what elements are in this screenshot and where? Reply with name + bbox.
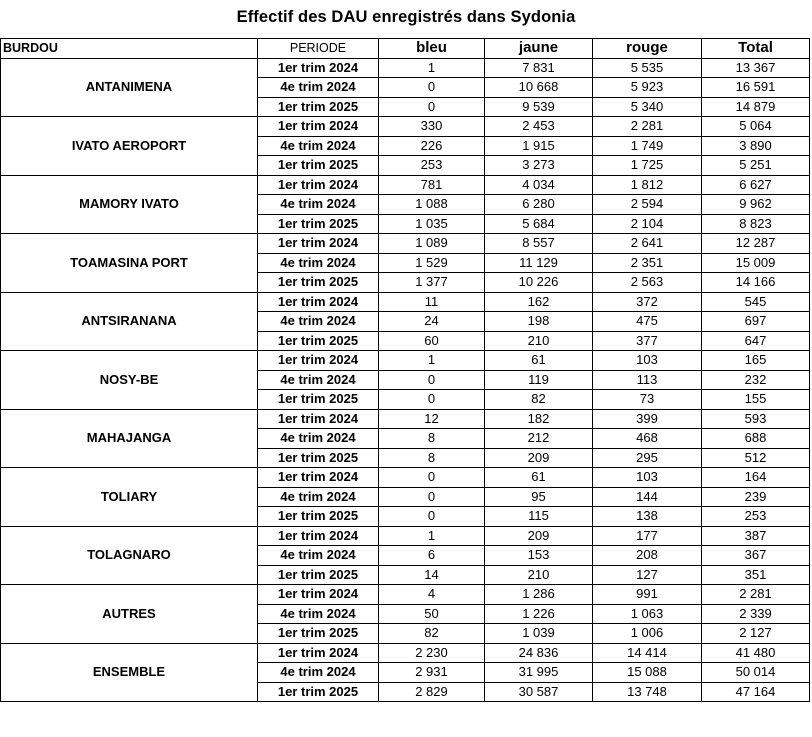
bureau-cell: TOAMASINA PORT [1,234,258,293]
table-row [1,117,810,137]
jaune-cell: 1 286 [485,585,593,605]
jaune-cell: 119 [485,370,593,390]
rouge-cell: 991 [593,585,702,605]
bureau-cell: MAHAJANGA [1,409,258,468]
periode-cell: 1er trim 2024 [258,643,379,663]
rouge-cell: 5 923 [593,78,702,98]
jaune-cell: 6 280 [485,195,593,215]
total-cell: 13 367 [702,58,810,78]
total-cell: 688 [702,429,810,449]
bleu-cell: 8 [379,429,485,449]
bleu-cell: 11 [379,292,485,312]
jaune-cell: 31 995 [485,663,593,683]
rouge-cell: 1 725 [593,156,702,176]
jaune-cell: 4 034 [485,175,593,195]
bureau-cell: TOLIARY [1,468,258,527]
total-cell: 545 [702,292,810,312]
rouge-cell: 177 [593,526,702,546]
jaune-cell: 210 [485,565,593,585]
rouge-cell: 208 [593,546,702,566]
jaune-cell: 210 [485,331,593,351]
bleu-cell: 781 [379,175,485,195]
rouge-cell: 2 563 [593,273,702,293]
total-cell: 2 339 [702,604,810,624]
jaune-cell: 9 539 [485,97,593,117]
periode-cell: 4e trim 2024 [258,253,379,273]
jaune-cell: 182 [485,409,593,429]
bureau-cell: ANTSIRANANA [1,292,258,351]
rouge-cell: 1 749 [593,136,702,156]
table-body [1,58,810,702]
bleu-cell: 1 089 [379,234,485,254]
total-cell: 9 962 [702,195,810,215]
total-cell: 16 591 [702,78,810,98]
dau-table [0,38,810,702]
bleu-cell: 8 [379,448,485,468]
periode-cell: 1er trim 2024 [258,58,379,78]
jaune-cell: 61 [485,351,593,371]
jaune-cell: 8 557 [485,234,593,254]
periode-cell: 4e trim 2024 [258,312,379,332]
bleu-cell: 24 [379,312,485,332]
jaune-cell: 153 [485,546,593,566]
total-cell: 647 [702,331,810,351]
jaune-cell: 209 [485,448,593,468]
bureau-cell: TOLAGNARO [1,526,258,585]
table-row [1,526,810,546]
bleu-cell: 0 [379,390,485,410]
bureau-cell: ANTANIMENA [1,58,258,117]
periode-cell: 1er trim 2024 [258,351,379,371]
periode-cell: 4e trim 2024 [258,663,379,683]
total-cell: 2 281 [702,585,810,605]
total-cell: 14 879 [702,97,810,117]
rouge-cell: 1 812 [593,175,702,195]
total-cell: 50 014 [702,663,810,683]
header-total: Total [702,39,810,59]
jaune-cell: 82 [485,390,593,410]
jaune-cell: 162 [485,292,593,312]
bleu-cell: 4 [379,585,485,605]
periode-cell: 1er trim 2025 [258,214,379,234]
total-cell: 351 [702,565,810,585]
total-cell: 6 627 [702,175,810,195]
bleu-cell: 330 [379,117,485,137]
bleu-cell: 2 230 [379,643,485,663]
rouge-cell: 372 [593,292,702,312]
total-cell: 232 [702,370,810,390]
bleu-cell: 60 [379,331,485,351]
periode-cell: 1er trim 2024 [258,175,379,195]
jaune-cell: 212 [485,429,593,449]
rouge-cell: 377 [593,331,702,351]
jaune-cell: 30 587 [485,682,593,702]
bleu-cell: 0 [379,370,485,390]
bureau-cell: IVATO AEROPORT [1,117,258,176]
jaune-cell: 11 129 [485,253,593,273]
periode-cell: 1er trim 2025 [258,156,379,176]
rouge-cell: 103 [593,468,702,488]
periode-cell: 1er trim 2025 [258,448,379,468]
rouge-cell: 1 006 [593,624,702,644]
rouge-cell: 2 641 [593,234,702,254]
periode-cell: 1er trim 2024 [258,234,379,254]
jaune-cell: 1 915 [485,136,593,156]
jaune-cell: 209 [485,526,593,546]
periode-cell: 4e trim 2024 [258,546,379,566]
periode-cell: 1er trim 2024 [258,409,379,429]
jaune-cell: 7 831 [485,58,593,78]
bleu-cell: 6 [379,546,485,566]
bleu-cell: 226 [379,136,485,156]
jaune-cell: 115 [485,507,593,527]
jaune-cell: 61 [485,468,593,488]
total-cell: 5 064 [702,117,810,137]
periode-cell: 1er trim 2024 [258,468,379,488]
rouge-cell: 2 594 [593,195,702,215]
rouge-cell: 103 [593,351,702,371]
rouge-cell: 468 [593,429,702,449]
jaune-cell: 10 668 [485,78,593,98]
jaune-cell: 95 [485,487,593,507]
bleu-cell: 0 [379,97,485,117]
total-cell: 3 890 [702,136,810,156]
periode-cell: 1er trim 2025 [258,507,379,527]
bleu-cell: 1 [379,351,485,371]
total-cell: 2 127 [702,624,810,644]
bureau-cell: NOSY-BE [1,351,258,410]
periode-cell: 1er trim 2025 [258,682,379,702]
periode-cell: 1er trim 2024 [258,526,379,546]
header-jaune: jaune [485,39,593,59]
bleu-cell: 14 [379,565,485,585]
bleu-cell: 2 931 [379,663,485,683]
rouge-cell: 15 088 [593,663,702,683]
bleu-cell: 82 [379,624,485,644]
rouge-cell: 2 351 [593,253,702,273]
rouge-cell: 14 414 [593,643,702,663]
rouge-cell: 5 535 [593,58,702,78]
jaune-cell: 1 226 [485,604,593,624]
total-cell: 164 [702,468,810,488]
table-title: Effectif des DAU enregistrés dans Sydonia [236,8,576,26]
periode-cell: 4e trim 2024 [258,429,379,449]
total-cell: 8 823 [702,214,810,234]
periode-cell: 1er trim 2025 [258,273,379,293]
header-periode: PERIODE [258,39,379,59]
bleu-cell: 1 377 [379,273,485,293]
rouge-cell: 1 063 [593,604,702,624]
rouge-cell: 2 104 [593,214,702,234]
total-cell: 15 009 [702,253,810,273]
table-row [1,292,810,312]
total-cell: 367 [702,546,810,566]
header-bureau: BURDOU [1,39,258,59]
bleu-cell: 0 [379,487,485,507]
bureau-cell: AUTRES [1,585,258,644]
periode-cell: 1er trim 2024 [258,117,379,137]
total-cell: 12 287 [702,234,810,254]
periode-cell: 4e trim 2024 [258,370,379,390]
rouge-cell: 144 [593,487,702,507]
periode-cell: 1er trim 2025 [258,624,379,644]
bleu-cell: 0 [379,78,485,98]
bleu-cell: 253 [379,156,485,176]
rouge-cell: 295 [593,448,702,468]
table-row [1,643,810,663]
periode-cell: 1er trim 2024 [258,585,379,605]
periode-cell: 1er trim 2025 [258,331,379,351]
rouge-cell: 73 [593,390,702,410]
header-rouge: rouge [593,39,702,59]
periode-cell: 1er trim 2024 [258,292,379,312]
table-row [1,409,810,429]
total-cell: 253 [702,507,810,527]
periode-cell: 4e trim 2024 [258,136,379,156]
periode-cell: 1er trim 2025 [258,390,379,410]
rouge-cell: 127 [593,565,702,585]
bleu-cell: 2 829 [379,682,485,702]
periode-cell: 1er trim 2025 [258,97,379,117]
rouge-cell: 13 748 [593,682,702,702]
total-cell: 512 [702,448,810,468]
table-row [1,234,810,254]
jaune-cell: 5 684 [485,214,593,234]
total-cell: 47 164 [702,682,810,702]
table-row [1,585,810,605]
total-cell: 239 [702,487,810,507]
jaune-cell: 3 273 [485,156,593,176]
bleu-cell: 50 [379,604,485,624]
bleu-cell: 12 [379,409,485,429]
bureau-cell: ENSEMBLE [1,643,258,702]
rouge-cell: 5 340 [593,97,702,117]
bleu-cell: 1 [379,526,485,546]
table-row [1,58,810,78]
jaune-cell: 2 453 [485,117,593,137]
bleu-cell: 1 035 [379,214,485,234]
jaune-cell: 1 039 [485,624,593,644]
bleu-cell: 0 [379,507,485,527]
total-cell: 387 [702,526,810,546]
periode-cell: 4e trim 2024 [258,195,379,215]
jaune-cell: 198 [485,312,593,332]
total-cell: 593 [702,409,810,429]
rouge-cell: 138 [593,507,702,527]
periode-cell: 4e trim 2024 [258,78,379,98]
periode-cell: 4e trim 2024 [258,604,379,624]
header-bleu: bleu [379,39,485,59]
total-cell: 155 [702,390,810,410]
table-row [1,468,810,488]
header-row [1,39,810,59]
total-cell: 697 [702,312,810,332]
total-cell: 165 [702,351,810,371]
table-row [1,175,810,195]
bleu-cell: 1 088 [379,195,485,215]
rouge-cell: 2 281 [593,117,702,137]
bleu-cell: 1 529 [379,253,485,273]
rouge-cell: 399 [593,409,702,429]
periode-cell: 1er trim 2025 [258,565,379,585]
bleu-cell: 0 [379,468,485,488]
periode-cell: 4e trim 2024 [258,487,379,507]
rouge-cell: 475 [593,312,702,332]
bureau-cell: MAMORY IVATO [1,175,258,234]
total-cell: 41 480 [702,643,810,663]
rouge-cell: 113 [593,370,702,390]
bleu-cell: 1 [379,58,485,78]
table-row [1,351,810,371]
total-cell: 5 251 [702,156,810,176]
jaune-cell: 10 226 [485,273,593,293]
total-cell: 14 166 [702,273,810,293]
jaune-cell: 24 836 [485,643,593,663]
